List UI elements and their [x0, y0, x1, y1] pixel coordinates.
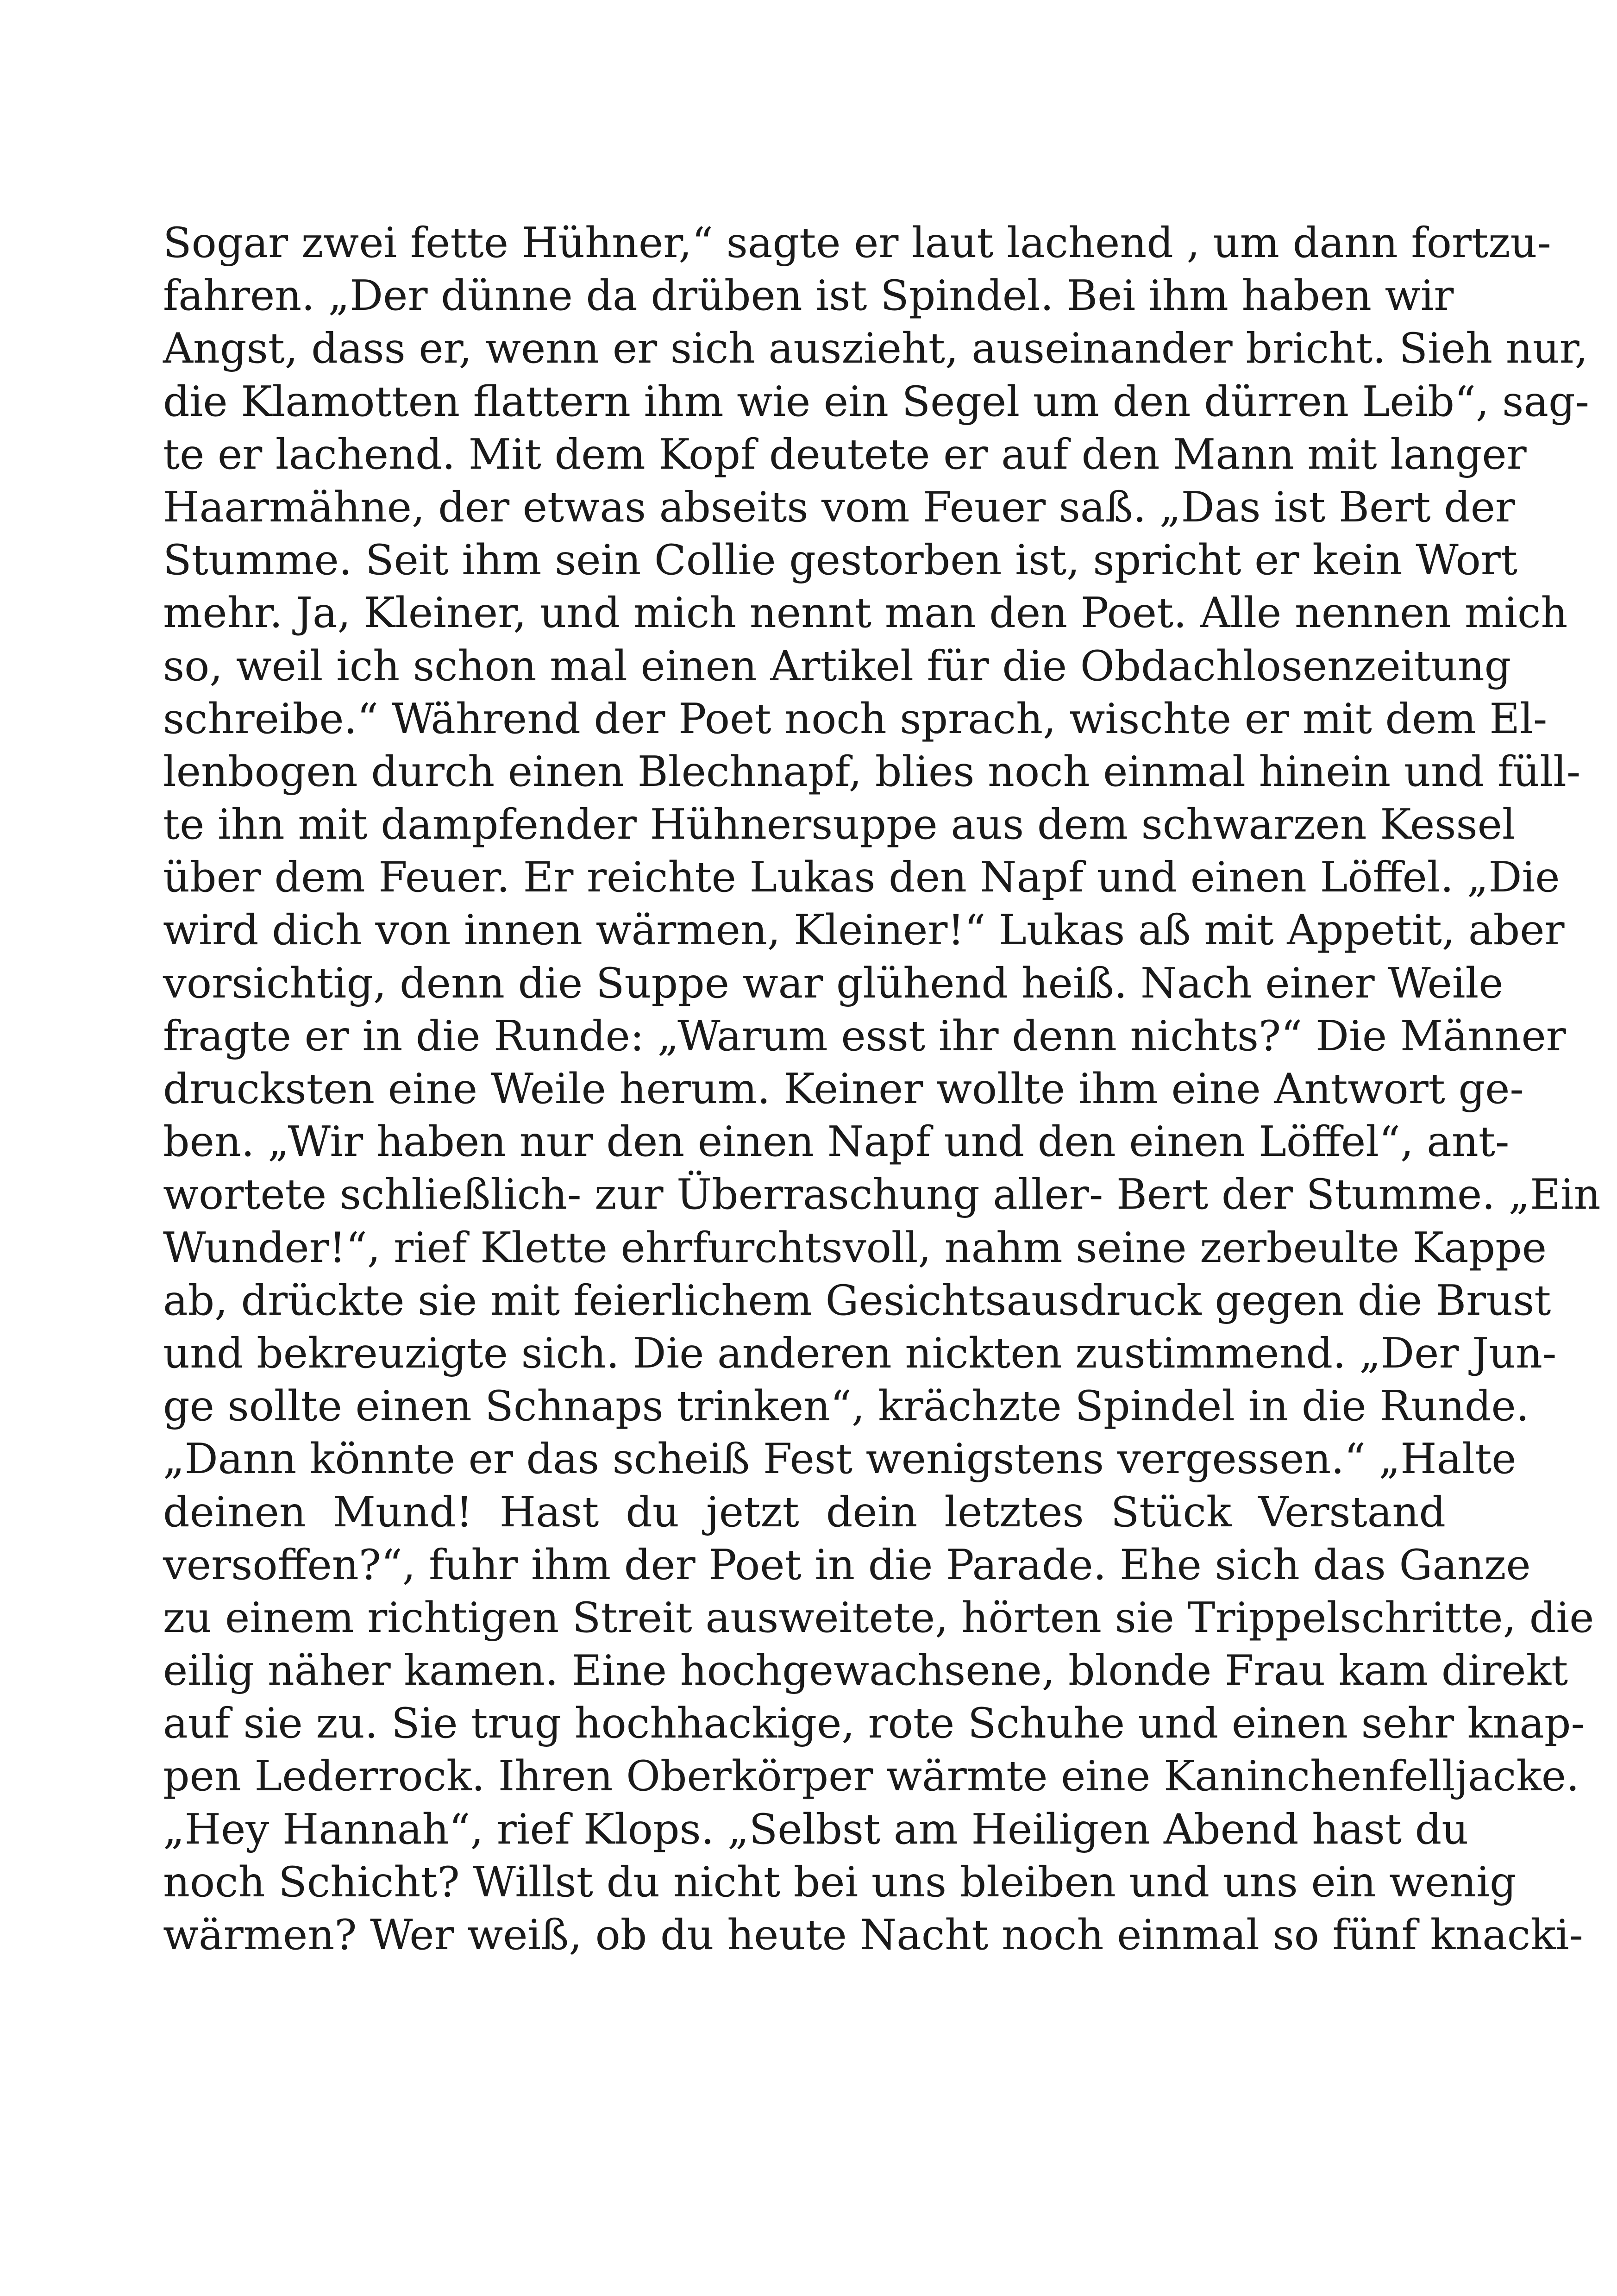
- text-line: fahren. „Der dünne da drüben ist Spindel. Bei ihm haben wir: [163, 271, 1454, 320]
- text-line: Haarmähne, der etwas abseits vom Feuer saß. „Das ist Bert der: [163, 483, 1515, 532]
- text-line: die Klamotten flattern ihm wie ein Segel um den dürren Leib“, sag-: [163, 377, 1590, 426]
- text-line: so, weil ich schon mal einen Artikel für die Obdachlosenzeitung: [163, 641, 1511, 690]
- text-line: te ihn mit dampfender Hühnersuppe aus dem schwarzen Kessel: [163, 800, 1516, 849]
- text-line: eilig näher kamen. Eine hochgewachsene, blonde Frau kam direkt: [163, 1646, 1568, 1695]
- text-line: ab, drückte sie mit feierlichem Gesichtsausdruck gegen die Brust: [163, 1276, 1551, 1325]
- text-line: deinen Mund! Hast du jetzt dein letztes Stück Verstand: [163, 1487, 1446, 1537]
- text-line: und bekreuzigte sich. Die anderen nickten zustimmend. „Der Jun-: [163, 1329, 1557, 1378]
- text-line: Angst, dass er, wenn er sich auszieht, auseinander bricht. Sieh nur,: [163, 324, 1588, 373]
- text-line: wortete schließlich- zur Überraschung aller- Bert der Stumme. „Ein: [163, 1170, 1601, 1219]
- text-line: „Dann könnte er das scheiß Fest wenigstens vergessen.“ „Halte: [163, 1435, 1517, 1484]
- text-line: vorsichtig, denn die Suppe war glühend heiß. Nach einer Weile: [163, 959, 1504, 1008]
- text-line: Stumme. Seit ihm sein Collie gestorben ist, spricht er kein Wort: [163, 536, 1517, 585]
- text-line: „Hey Hannah“, rief Klops. „Selbst am Heiligen Abend hast du: [163, 1805, 1469, 1854]
- text-line: wärmen? Wer weiß, ob du heute Nacht noch einmal so fünf knacki-: [163, 1911, 1583, 1959]
- text-line: Sogar zwei fette Hühner,“ sagte er laut lachend , um dann fortzu-: [163, 219, 1551, 267]
- text-line: wird dich von innen wärmen, Kleiner!“ Lukas aß mit Appetit, aber: [163, 906, 1565, 955]
- text-line: versoffen?“, fuhr ihm der Poet in die Parade. Ehe sich das Ganze: [163, 1540, 1531, 1589]
- text-line: über dem Feuer. Er reichte Lukas den Napf und einen Löffel. „Die: [163, 853, 1560, 902]
- text-line: noch Schicht? Willst du nicht bei uns bleiben und uns ein wenig: [163, 1857, 1517, 1907]
- text-line: te er lachend. Mit dem Kopf deutete er auf den Mann mit langer: [163, 430, 1527, 479]
- text-line: auf sie zu. Sie trug hochhackige, rote Schuhe und einen sehr knap-: [163, 1699, 1585, 1748]
- text-line: drucksten eine Weile herum. Keiner wollte ihm eine Antwort ge-: [163, 1065, 1524, 1113]
- text-line: Wunder!“, rief Klette ehrfurchtsvoll, nahm seine zerbeulte Kappe: [163, 1223, 1547, 1272]
- text-line: pen Lederrock. Ihren Oberkörper wärmte eine Kaninchenfelljacke.: [163, 1752, 1579, 1801]
- body-text: [163, 217, 1601, 1962]
- text-line: ge sollte einen Schnaps trinken“, krächzte Spindel in die Runde.: [163, 1382, 1529, 1431]
- text-line: schreibe.“ Während der Poet noch sprach, wischte er mit dem El-: [163, 694, 1548, 743]
- text-line: zu einem richtigen Streit ausweitete, hörten sie Trippelschritte, die: [163, 1593, 1594, 1642]
- text-line: fragte er in die Runde: „Warum esst ihr denn nichts?“ Die Männer: [163, 1011, 1566, 1060]
- text-line: lenbogen durch einen Blechnapf, blies noch einmal hinein und füll-: [163, 747, 1581, 796]
- text-line: ben. „Wir haben nur den einen Napf und den einen Löffel“, ant-: [163, 1117, 1510, 1167]
- text-line: mehr. Ja, Kleiner, und mich nennt man den Poet. Alle nennen mich: [163, 589, 1568, 638]
